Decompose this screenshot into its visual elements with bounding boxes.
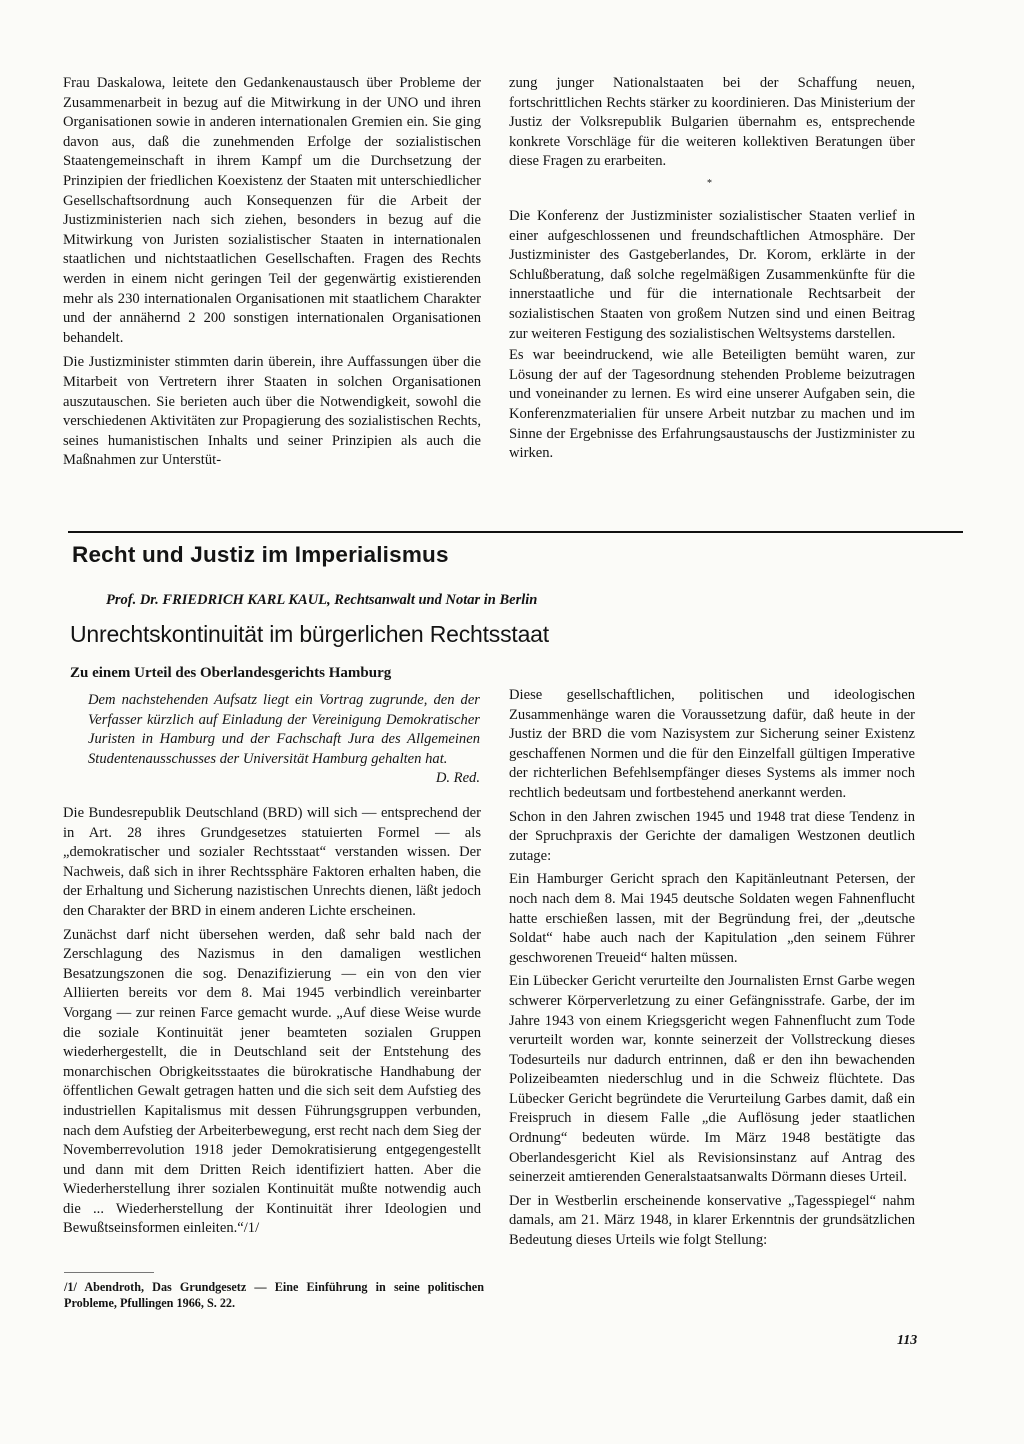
byline: Prof. Dr. FRIEDRICH KARL KAUL, Rechtsanwalt und Notar in Berlin	[106, 592, 538, 608]
paragraph: Die Justizminister stimmten darin überein, ihre Auffassungen über die Mitarbeit von Vertretern ihrer Staaten in solchen Organisationen auszutauschen. Sie berieten auch über die Notwendigkeit, sowohl die verschiedenen Aktivitäten zur Propagierung des sozialistischen Rechts, seines humanistischen Inhalts und seiner Prinzipien als auch die Maßnahmen zur Unterstüt-	[63, 354, 481, 469]
article-headline: Unrechtskontinuität im bürgerlichen Rechtsstaat	[70, 621, 549, 647]
section-title: Recht und Justiz im Imperialismus	[72, 542, 449, 567]
section-rule	[68, 531, 963, 533]
footnote: /1/ Abendroth, Das Grundgesetz — Eine Einführung in seine politischen Probleme, Pfullingen 1966, S. 22.	[64, 1280, 484, 1310]
paragraph: Der in Westberlin erscheinende konservative „Tagesspiegel“ nahm damals, am 21. März 1948, in klarer Erkenntnis der grundsätzlichen Bedeutung dieses Urteils wie folgt Stellung:	[509, 1192, 915, 1249]
paragraph: Frau Daskalowa, leitete den Gedankenaustausch über Probleme der Zusammenarbeit in bezug auf die Mitwirkung in der UNO und ihren Organisationen sowie in anderen internationalen Gremien ein. Sie ging davon aus, daß die zunehmenden Erfolge der sozialistischen Staatengemeinschaft in ihrem Kampf um die Durchsetzung der Prinzipien der friedlichen Koexistenz der Staaten mit unterschiedlicher Gesellschaftsordnung auch Konsequenzen für die Arbeit der Justizministerien nach sich ziehen, besonders in bezug auf die Mitwirkung von Juristen sozialistischer Staaten in internationalen staatlichen und nichtstaatlichen Gesellschaften. Fragen des Rechts werden in einem nicht geringen Teil der gegenwärtig existierenden mehr als 230 internationalen Organisationen mit staatlichem Charakter und der annähernd 2 200 sonstigen internationalen Organisationen behandelt.	[63, 75, 481, 346]
intro-text: Dem nachstehenden Aufsatz liegt ein Vortrag zugrunde, den der Verfasser kürzlich auf Einladung der Vereinigung Demokratischer Juristen in Hamburg und der Fachschaft Jura des Allgemeinen Studentenausschusses der Universität Hamburg gehalten hat.	[88, 692, 480, 767]
bottom-left-column	[63, 804, 481, 1239]
editor-signature: D. Red.	[435, 770, 480, 787]
separator-star: *	[707, 178, 712, 189]
paragraph: Zunächst darf nicht übersehen werden, daß sehr bald nach der Zerschlagung des Nazismus in den damaligen westlichen Besatzungszonen die sog. Denazifizierung — ein von den vier Alliierten bereits vor dem 8. Mai 1945 verbindlich vereinbarter Vorgang — zur reinen Farce gemacht wurde. „Auf diese Weise wurde die soziale Kontinuität jener beamteten sozialen Gruppen wiederhergestellt, die in Deutschland seit der Entstehung des monarchischen Obrigkeitsstaates die bürokratische Handhabung der öffentlichen Gewalt getragen hatten und die sich seit dem Aufstieg des industriellen Kapitalismus mit dessen Führungsgruppen verbunden, nach dem Aufstieg der Arbeiterbewegung, erst recht nach dem Sieg der Novemberrevolution 1918 jeder Demokratisierung entgegengestellt und dann mit dem Dritten Reich identifiziert hatten. Aber die Wiederherstellung ihrer sozialen Kontinuität mußte notwendig auch die ... Wiederherstellung der Kontinuität ihrer Ideologien und Bewußtseinsformen einleiten.“/1/	[63, 926, 481, 1237]
top-left-column	[63, 74, 481, 471]
bottom-right-column	[509, 686, 915, 1251]
footnote-rule	[64, 1272, 154, 1273]
page-number: 113	[897, 1333, 918, 1348]
paragraph: Ein Hamburger Gericht sprach den Kapitänleutnant Petersen, der noch nach dem 8. Mai 1945 deutsche Soldaten wegen Fahnenflucht hatte erschießen lassen, mit der Begründung frei, der „deutsche Soldat“ habe auch nach der Kapitulation „den seinem Führer geschworenen Treueid“ halten müssen.	[509, 871, 915, 966]
article-subheadline: Zu einem Urteil des Oberlandesgerichts Hamburg	[70, 665, 392, 681]
paragraph: Es war beeindruckend, wie alle Beteiligten bemüht waren, zur Lösung der auf der Tagesordnung stehenden Probleme beizutragen und voneinander zu lernen. Es wird eine unserer Aufgaben sein, die Konferenzmaterialien für unsere Arbeit nutzbar zu machen und im Sinne der Ergebnisse des Erfahrungsaustauschs der Justizminister zu wirken.	[509, 347, 915, 462]
paragraph: zung junger Nationalstaaten bei der Schaffung neuen, fortschrittlichen Rechts stärker zu koordinieren. Das Ministerium der Justiz der Volksrepublik Bulgarien übernahm es, entsprechende konkrete Vorschläge für die weiteren kollektiven Beratungen über diese Fragen zu erarbeiten.	[509, 75, 915, 170]
editorial-intro	[88, 691, 480, 789]
paragraph: Schon in den Jahren zwischen 1945 und 1948 trat diese Tendenz in der Spruchpraxis der Gerichte der damaligen Westzonen deutlich zutage:	[509, 808, 915, 864]
paragraph: Diese gesellschaftlichen, politischen und ideologischen Zusammenhänge waren die Voraussetzung dafür, daß heute in der Justiz der BRD die vom Nazisystem zur Sicherung seiner Existenz geschaffenen Normen und die für den Einzelfall gültigen Imperative der richterlichen Befehlsempfänger dieses Systems als immer noch rechtlich bedeutsam und fortbestehend anerkannt werden.	[509, 687, 915, 801]
paragraph: Ein Lübecker Gericht verurteilte den Journalisten Ernst Garbe wegen schwerer Körperverletzung zu einer Gefängnisstrafe. Garbe, der im Jahre 1943 von einem Kriegsgericht wegen Fahnenflucht zum Tode verurteilt worden war, konnte seinerzeit der Vollstreckung dieses Todesurteils nur dadurch entrinnen, daß er den ihn bewachenden Polizeibeamten niederschlug und in die Schweiz flüchtete. Das Lübecker Gericht begründete die Verurteilung Garbes damit, daß ein Freispruch in diesem Falle „die Auflösung jeder staatlichen Ordnung“ bedeuten würde. Im März 1948 bestätigte das Oberlandesgericht Kiel als Revisionsinstanz auf Antrag des seinerzeit amtierenden Generalstaatsanwalts Dörmann dieses Urteil.	[509, 973, 915, 1186]
paragraph: Die Bundesrepublik Deutschland (BRD) will sich — entsprechend der in Art. 28 ihres Grundgesetzes statuierten Formel — als „demokratischer und sozialer Rechtsstaat“ verstanden wissen. Der Nachweis, daß sich in ihrer Rechtssphäre Faktoren erhalten haben, die der Erhaltung und Sicherung nazistischen Unrechts dienen, läßt jedoch den Charakter der BRD in einem anderen Lichte erscheinen.	[63, 805, 481, 919]
top-right-column	[509, 74, 915, 464]
paragraph: Die Konferenz der Justizminister sozialistischer Staaten verlief in einer aufgeschlossenen und freundschaftlichen Atmosphäre. Der Justizminister des Gastgeberlandes, Dr. Korom, erklärte in der Schlußberatung, daß solche regelmäßigen Zusammenkünfte für die innerstaatliche und für die internationale Rechtsarbeit der sozialistischen Staaten von großem Nutzen sind und einen Beitrag zur weiteren Festigung des sozialistischen Weltsystems darstellen.	[509, 207, 915, 342]
